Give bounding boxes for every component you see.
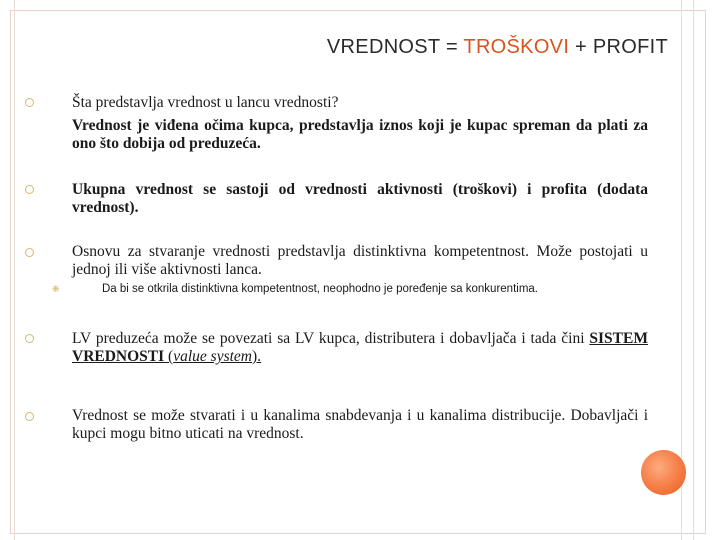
sub-bullet-icon: ❋: [52, 284, 60, 294]
title-part-value: VREDNOST =: [326, 36, 464, 58]
bullet-4-text: [72, 330, 648, 366]
slide-title: [327, 36, 668, 59]
bullet-4-main: LV preduzeća može se povezati sa LV kupca, distributera i dobavljača i tada čini: [72, 330, 590, 347]
orange-circle-decoration: [641, 450, 686, 495]
bullet-2-text: Ukupna vrednost se sastoji od vrednosti aktivnosti (troškovi) i profita (dodata vrednost).: [72, 181, 648, 216]
bullet-1-question: Šta predstavlja vrednost u lancu vrednosti?: [72, 94, 339, 111]
bullet-icon: [25, 412, 34, 421]
bullet-3-subtext: Da bi se otkrila distinktivna kompetentnost, neophodno je poređenje sa konkurentima.: [102, 283, 538, 295]
value-system-term: SISTEM VREDNOSTI: [72, 330, 648, 365]
value-system-paren-open: (: [164, 348, 174, 365]
bullet-5-text: Vrednost se može stvarati i u kanalima snabdevanja i u kanalima distribucije. Dobavljači i kupci mogu bitno uticati na vrednost.: [72, 407, 648, 442]
bullet-icon: [25, 185, 34, 194]
bullet-icon: [25, 248, 34, 257]
bullet-icon: [25, 98, 34, 107]
value-system-english: value system: [173, 348, 252, 365]
frame-right-line: [693, 0, 694, 540]
bullet-icon: [25, 334, 34, 343]
title-part-costs: TROŠKOVI: [463, 36, 570, 58]
value-system-paren-close: ).: [251, 348, 262, 365]
title-part-profit: + PROFIT: [569, 36, 668, 58]
bullet-1-answer: Vrednost je viđena očima kupca, predstavlja iznos koji je kupac spreman da plati za ono što dobija od preduzeća.: [72, 117, 648, 152]
bullet-3-text: Osnovu za stvaranje vrednosti predstavlja distinktivna kompetentnost. Može postojati u jednoj ili više aktivnosti lanca.: [72, 243, 648, 278]
